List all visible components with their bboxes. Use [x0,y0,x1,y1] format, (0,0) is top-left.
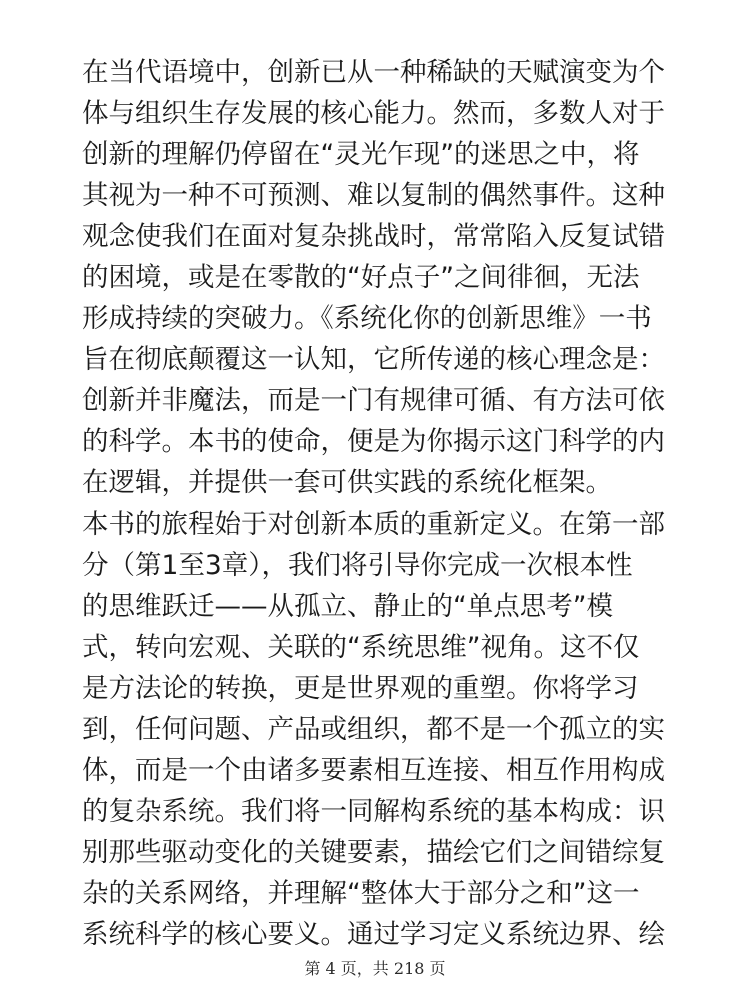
text-line: 创新并非魔法，而是一门有规律可循、有方法可依 [82,385,665,416]
text-line: 在当代语境中，创新已从一种稀缺的天赋演变为个 [82,57,665,88]
text-line: 是方法论的转换，更是世界观的重塑。你将学习 [82,673,639,704]
paragraph-journey [82,504,682,955]
text-line: 体，而是一个由诸多要素相互连接、相互作用构成 [82,755,665,786]
page-number-footer: 第 4 页，共 218 页 [304,959,446,978]
text-line: 分（第1至3章），我们将引导你完成一次根本性 [82,550,633,581]
text-line: 旨在彻底颠覆这一认知，它所传递的核心理念是： [82,344,665,375]
text-line: 杂的关系网络，并理解“整体大于部分之和”这一 [82,878,640,909]
text-line: 的科学。本书的使命，便是为你揭示这门科学的内 [82,426,665,457]
text-line: 系统科学的核心要义。通过学习定义系统边界、绘 [82,919,665,950]
text-line: 的思维跃迁——从孤立、静止的“单点思考”模 [82,591,613,622]
text-line: 别那些驱动变化的关键要素，描绘它们之间错综复 [82,837,665,868]
text-line: 的复杂系统。我们将一同解构系统的基本构成：识 [82,796,665,827]
text-line: 其视为一种不可预测、难以复制的偶然事件。这种 [82,180,665,211]
text-line: 本书的旅程始于对创新本质的重新定义。在第一部 [82,509,665,540]
text-line: 的困境，或是在零散的“好点子”之间徘徊，无法 [82,262,640,293]
text-line: 观念使我们在面对复杂挑战时，常常陷入反复试错 [82,221,665,252]
text-line: 到，任何问题、产品或组织，都不是一个孤立的实 [82,714,665,745]
text-line: 形成持续的突破力。《系统化你的创新思维》一书 [82,303,652,334]
text-line: 在逻辑，并提供一套可供实践的系统化框架。 [82,467,612,498]
paragraph-intro [82,52,682,503]
text-line: 创新的理解仍停留在“灵光乍现”的迷思之中，将 [82,139,640,170]
text-line: 体与组织生存发展的核心能力。然而，多数人对于 [82,98,665,129]
text-line: 式，转向宏观、关联的“系统思维”视角。这不仅 [82,632,640,663]
